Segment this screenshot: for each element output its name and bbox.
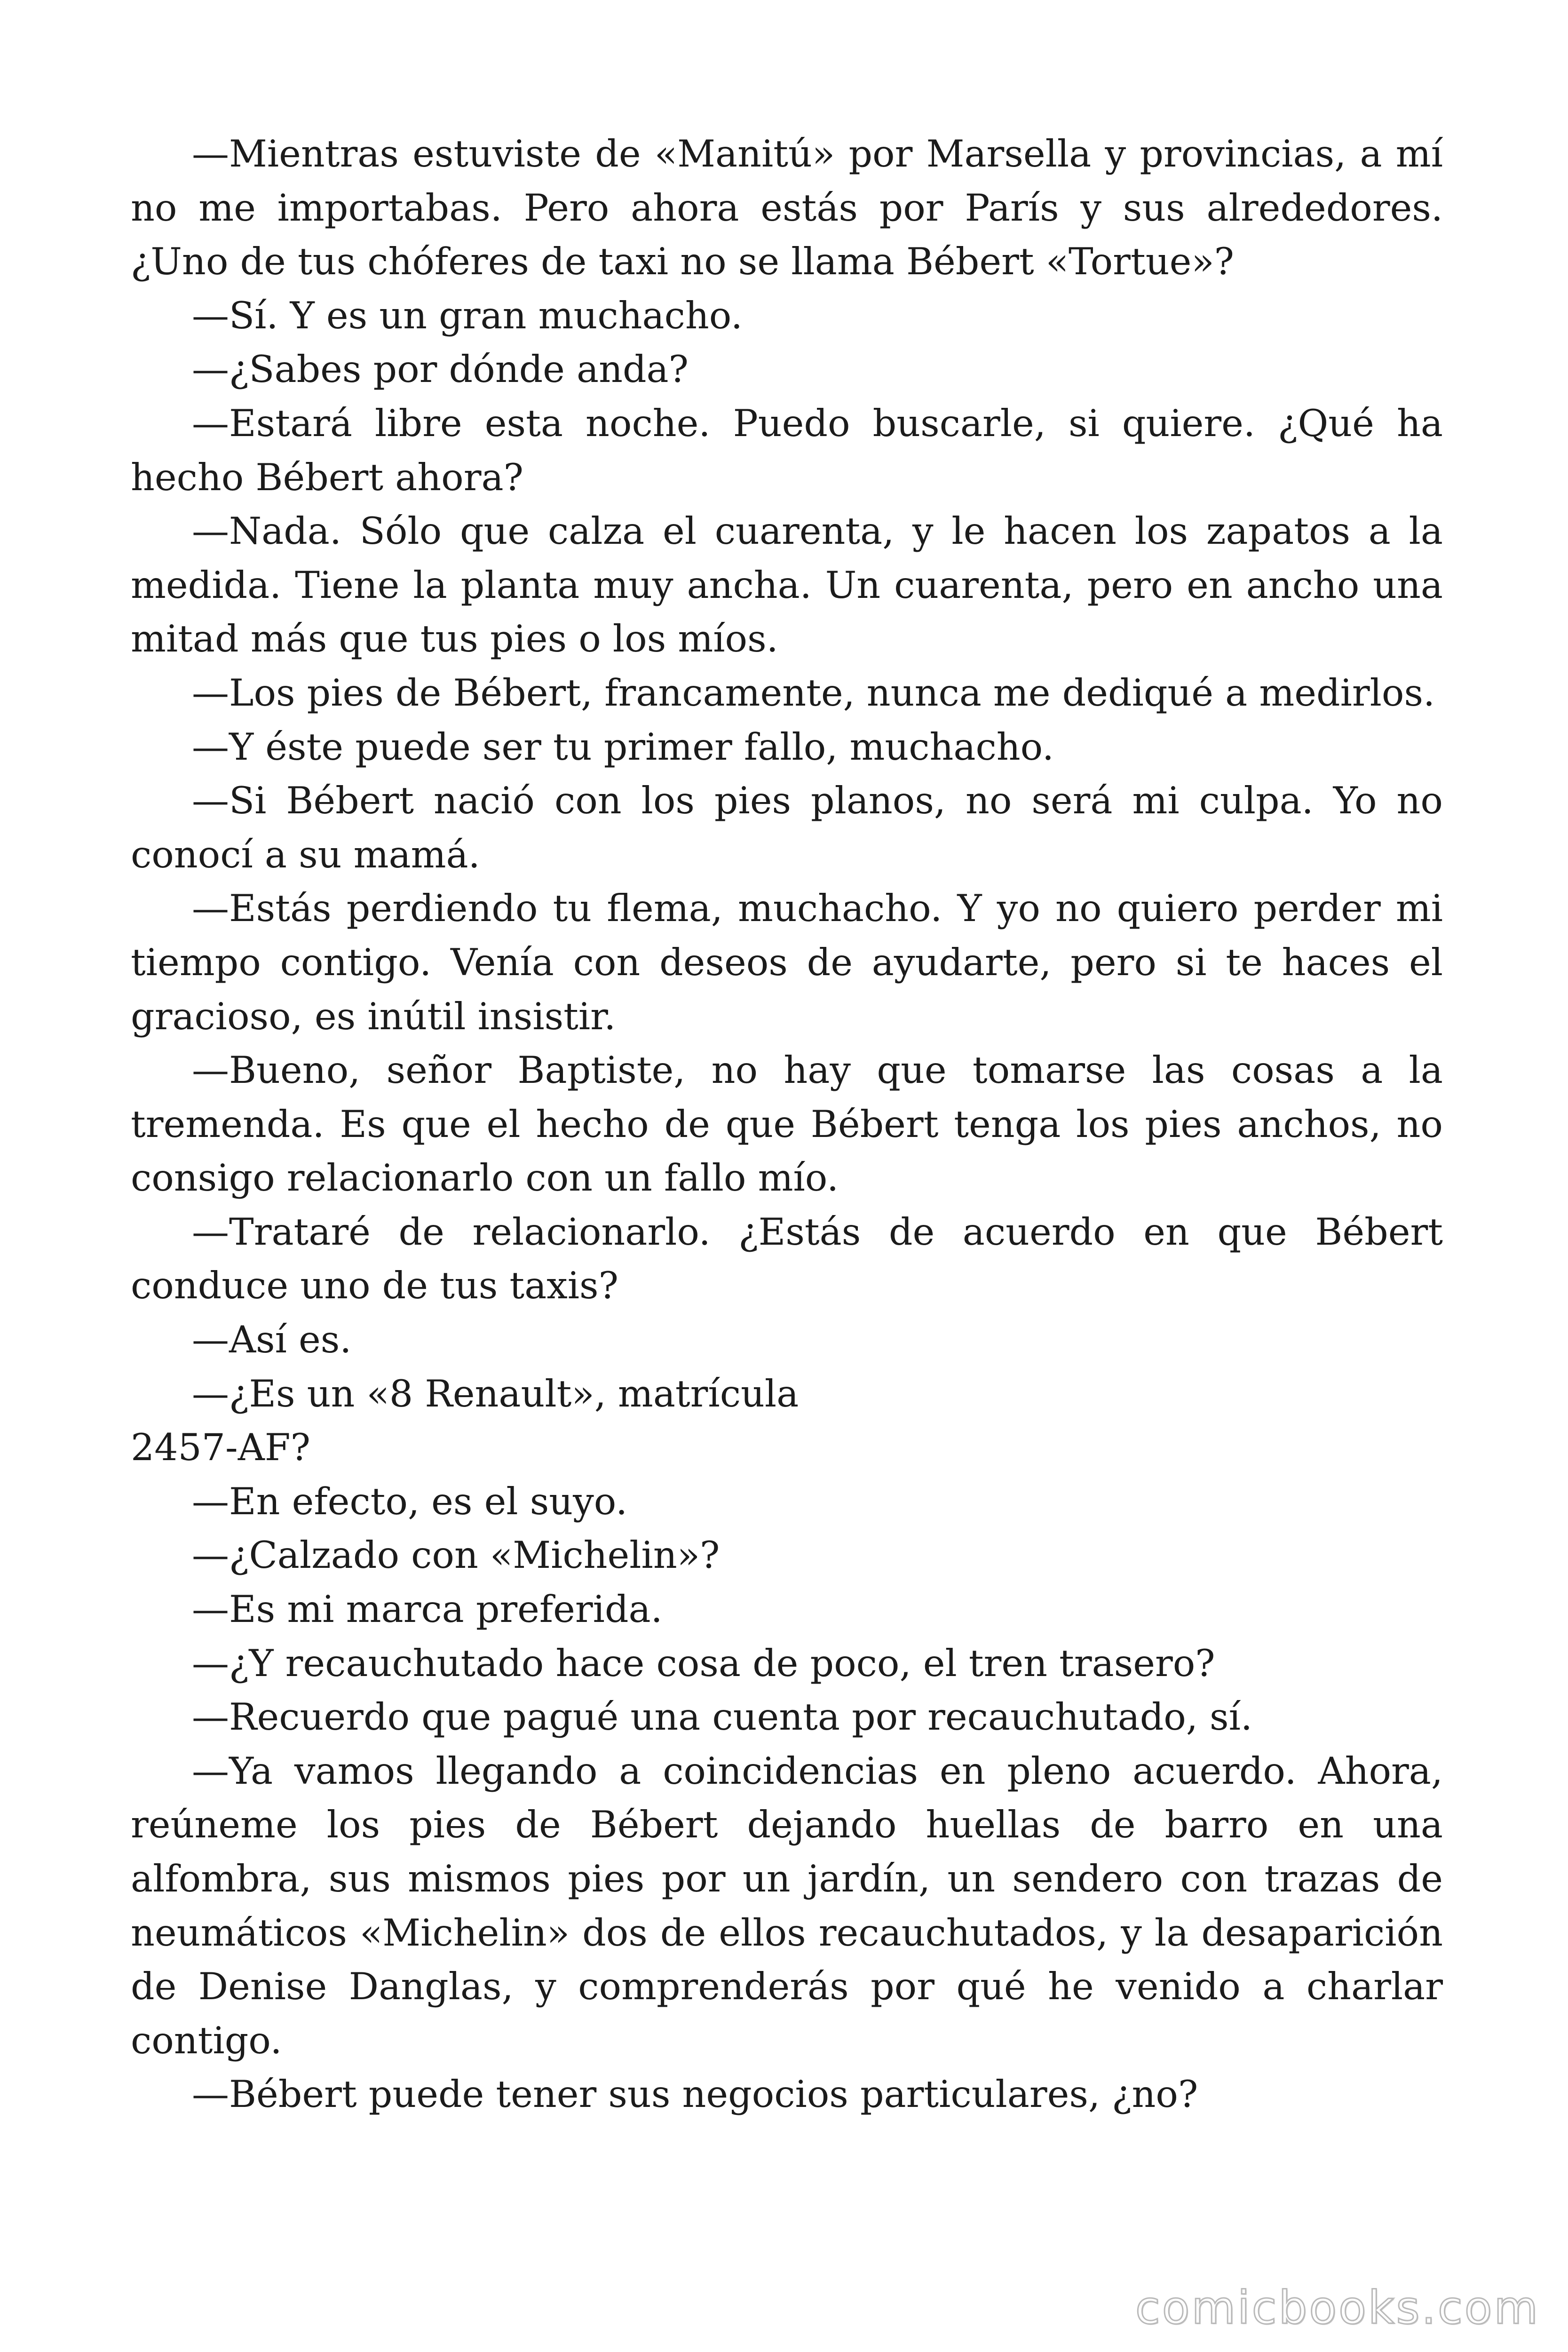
book-page-text <box>131 127 1443 2122</box>
paragraph: —Mientras estuviste de «Manitú» por Marsella y provincias, a mí no me importabas. Pero ahora estás por París y sus alrededores. ¿Uno de tus chóferes de taxi no se llama Bébert «Tortue»? <box>131 132 1443 284</box>
paragraph: —Así es. <box>192 1318 352 1362</box>
paragraph: —¿Sabes por dónde anda? <box>192 348 689 391</box>
paragraph: —Estás perdiendo tu flema, muchacho. Y yo no quiero perder mi tiempo contigo. Venía con deseos de ayudarte, pero si te haces el gracioso, es inútil insistir. <box>131 887 1443 1038</box>
paragraph: —Estará libre esta noche. Puedo buscarle, si quiere. ¿Qué ha hecho Bébert ahora? <box>131 401 1443 499</box>
paragraph: —Y éste puede ser tu primer fallo, muchacho. <box>192 725 1054 769</box>
paragraph: —Si Bébert nació con los pies planos, no será mi culpa. Yo no conocí a su mamá. <box>131 779 1443 876</box>
watermark: comicbooks.com <box>1135 2281 1540 2334</box>
paragraph: —Ya vamos llegando a coincidencias en pleno acuerdo. Ahora, reúneme los pies de Bébert dejando huellas de barro en una alfombra, sus mismos pies por un jardín, un sendero con trazas de neumáticos «Michelin» dos de ellos recauchutados, y la desaparición de Denise Danglas, y comprenderás por qué he venido a charlar contigo. <box>131 1749 1443 2062</box>
paragraph: —¿Calzado con «Michelin»? <box>192 1534 720 1577</box>
paragraph: —¿Y recauchutado hace cosa de poco, el tren trasero? <box>192 1641 1215 1685</box>
paragraph: —Bébert puede tener sus negocios particulares, ¿no? <box>192 2073 1198 2116</box>
paragraph: —Recuerdo que pagué una cuenta por recauchutado, sí. <box>192 1695 1252 1739</box>
paragraph: —Nada. Sólo que calza el cuarenta, y le hacen los zapatos a la medida. Tiene la planta muy ancha. Un cuarenta, pero en ancho una mitad más que tus pies o los míos. <box>131 509 1443 661</box>
paragraph: —Trataré de relacionarlo. ¿Estás de acuerdo en que Bébert conduce uno de tus taxis? <box>131 1210 1443 1308</box>
paragraph: —Es mi marca preferida. <box>192 1588 663 1631</box>
paragraph: —En efecto, es el suyo. <box>192 1479 628 1523</box>
paragraph: —Bueno, señor Baptiste, no hay que tomarse las cosas a la tremenda. Es que el hecho de que Bébert tenga los pies anchos, no consigo relacionarlo con un fallo mío. <box>131 1049 1443 1200</box>
paragraph: —Sí. Y es un gran muchacho. <box>192 294 743 337</box>
paragraph-continuation: 2457-AF? <box>131 1426 310 1470</box>
paragraph: —¿Es un «8 Renault», matrícula <box>192 1372 799 1415</box>
paragraph: —Los pies de Bébert, francamente, nunca me dediqué a medirlos. <box>192 671 1435 715</box>
